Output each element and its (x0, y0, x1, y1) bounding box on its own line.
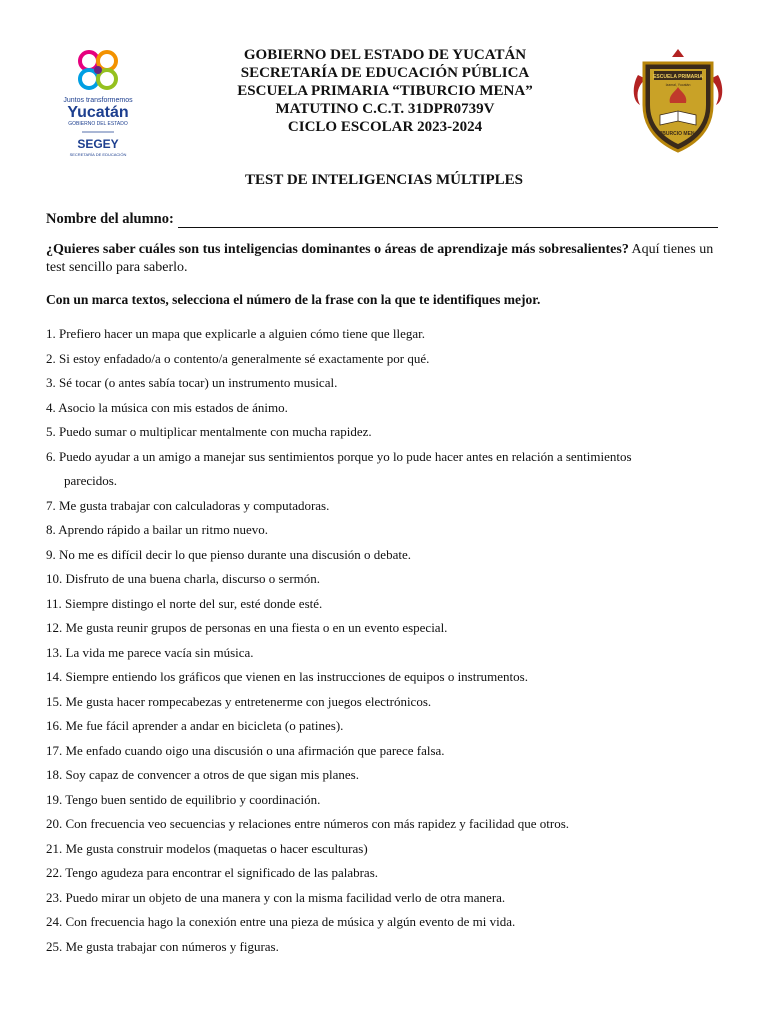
statement-item-continuation: parecidos. (64, 473, 118, 488)
svg-text:Yucatán: Yucatán (67, 104, 129, 121)
yucatan-segey-logo (56, 50, 140, 165)
intro-question: ¿Quieres saber cuáles son tus inteligencias dominantes o áreas de aprendizaje más sobresalientes? (46, 242, 629, 257)
statement-item[interactable]: 6. Puedo ayudar a un amigo a manejar sus sentimientos porque yo lo pude hacer antes en relación a sentimientos parecidos. (46, 445, 726, 494)
statement-item[interactable]: 24. Con frecuencia hago la conexión entre una pieza de música y algún evento de mi vida. (46, 914, 516, 929)
header-line-cct: MATUTINO C.C.T. 31DPR0739V (275, 101, 495, 117)
header-line-government: GOBIERNO DEL ESTADO DE YUCATÁN (243, 47, 527, 63)
statement-item[interactable]: 15. Me gusta hacer rompecabezas y entretenerme con juegos electrónicos. (46, 693, 432, 709)
svg-text:TIBURCIO MENA: TIBURCIO MENA (657, 131, 699, 137)
statement-item[interactable]: 21. Me gusta construir modelos (maquetas o hacer esculturas) (46, 840, 368, 856)
intro-text: Aquí tienes un test sencillo para saberlo. (46, 242, 714, 275)
svg-text:Izamal, Yucatán: Izamal, Yucatán (665, 83, 691, 87)
statement-item[interactable]: 1. Prefiero hacer un mapa que explicarle a alguien cómo tiene que llegar. (46, 326, 425, 341)
yucatan-emblem-icon (56, 50, 140, 165)
shield-icon (630, 45, 726, 157)
statement-item[interactable]: 16. Me fue fácil aprender a andar en bicicleta (o patines). (46, 718, 344, 733)
student-name-field[interactable] (178, 213, 718, 228)
svg-text:SEGEY: SEGEY (77, 137, 119, 151)
statement-item[interactable]: 8. Aprendo rápido a bailar un ritmo nuevo. (46, 522, 269, 537)
test-title: TEST DE INTELIGENCIAS MÚLTIPLES (244, 172, 524, 188)
svg-text:Juntos transformemos: Juntos transformemos (63, 97, 133, 104)
statement-item[interactable]: 3. Sé tocar (o antes sabía tocar) un instrumento musical. (46, 375, 338, 390)
school-shield-logo (630, 45, 726, 157)
svg-text:SECRETARÍA DE EDUCACIÓN: SECRETARÍA DE EDUCACIÓN (69, 152, 127, 157)
header-line-secretariat: SECRETARÍA DE EDUCACIÓN PÚBLICA (240, 65, 530, 81)
school-header (180, 46, 590, 136)
header-line-cycle: CICLO ESCOLAR 2023-2024 (287, 119, 483, 135)
svg-text:ESCUELA PRIMARIA: ESCUELA PRIMARIA (653, 74, 703, 80)
header-line-school: ESCUELA PRIMARIA “TIBURCIO MENA” (237, 83, 533, 99)
statement-item[interactable]: 17. Me enfado cuando oigo una discusión o una afirmación que parece falsa. (46, 742, 445, 758)
intro-paragraph (46, 241, 718, 277)
statement-item[interactable]: 18. Soy capaz de convencer a otros de que sigan mis planes. (46, 767, 359, 782)
svg-text:GOBIERNO DEL ESTADO: GOBIERNO DEL ESTADO (68, 121, 128, 127)
statement-item[interactable]: 2. Si estoy enfadado/a o contento/a generalmente sé exactamente por qué. (46, 350, 430, 366)
statement-item[interactable]: 20. Con frecuencia veo secuencias y relaciones entre números con más rapidez y facilidad que otros. (46, 816, 570, 831)
statement-item[interactable]: 12. Me gusta reunir grupos de personas en una fiesta o en un evento especial. (46, 620, 448, 635)
statement-item[interactable]: 7. Me gusta trabajar con calculadoras y computadoras. (46, 497, 330, 513)
statement-list (46, 322, 726, 959)
student-name-row (46, 208, 718, 228)
student-name-label: Nombre del alumno: (46, 211, 174, 227)
statement-item[interactable]: 19. Tengo buen sentido de equilibrio y coordinación. (46, 791, 321, 807)
statement-item[interactable]: 13. La vida me parece vacía sin música. (46, 644, 254, 660)
statement-item[interactable]: 5. Puedo sumar o multiplicar mentalmente con mucha rapidez. (46, 424, 372, 439)
instruction-text: Con un marca textos, selecciona el número de la frase con la que te identifiques mejor. (46, 292, 541, 307)
statement-item[interactable]: 9. No me es difícil decir lo que pienso durante una discusión o debate. (46, 546, 411, 562)
statement-item[interactable]: 23. Puedo mirar un objeto de una manera y con la misma facilidad verlo de otra manera. (46, 889, 506, 905)
statement-item[interactable]: 14. Siempre entiendo los gráficos que vienen en las instrucciones de equipos o instrumentos. (46, 669, 528, 684)
statement-item[interactable]: 10. Disfruto de una buena charla, discurso o sermón. (46, 571, 321, 586)
statement-item[interactable]: 25. Me gusta trabajar con números y figuras. (46, 938, 279, 954)
statement-item[interactable]: 4. Asocio la música con mis estados de ánimo. (46, 399, 288, 415)
statement-item[interactable]: 11. Siempre distingo el norte del sur, esté donde esté. (46, 595, 323, 611)
statement-item[interactable]: 22. Tengo agudeza para encontrar el significado de las palabras. (46, 865, 379, 880)
